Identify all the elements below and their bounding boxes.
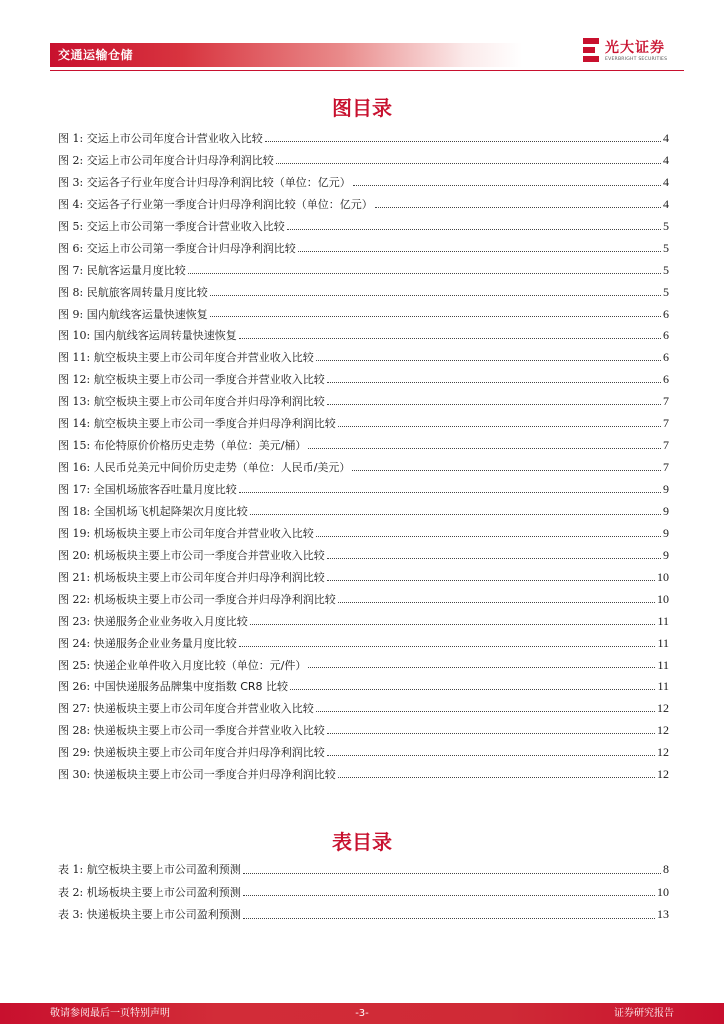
toc-entry-page: 10 (657, 591, 669, 606)
toc-dot-leader (239, 646, 656, 647)
toc-entry-number: 图 27: (58, 702, 91, 716)
toc-entry-number: 图 16: (58, 461, 91, 475)
toc-entry-label (58, 286, 208, 300)
toc-entry-page: 11 (657, 635, 669, 650)
toc-entry-page: 7 (663, 416, 669, 431)
toc-entry-page: 9 (663, 547, 669, 562)
toc-entry-number: 图 18: (58, 504, 91, 518)
toc-entry-title: 全国机场旅客吞吐量月度比较 (93, 483, 237, 496)
figure-index-entry[interactable] (58, 350, 669, 372)
toc-entry-number: 图 14: (58, 417, 91, 431)
figure-index-entry[interactable] (58, 416, 669, 438)
toc-entry-label (58, 132, 263, 146)
toc-entry-label (58, 351, 314, 365)
toc-entry-page: 6 (663, 328, 669, 343)
toc-dot-leader (327, 755, 655, 756)
toc-dot-leader (298, 251, 661, 252)
toc-entry-number: 图 29: (58, 746, 91, 760)
toc-entry-label (58, 483, 237, 497)
toc-entry-label (58, 615, 248, 629)
toc-entry-page: 9 (663, 482, 669, 496)
toc-entry-page: 4 (663, 196, 669, 211)
toc-entry-page: 9 (663, 525, 669, 540)
report-type-label: 证券研究报告 (614, 1008, 674, 1019)
toc-entry-title: 快递板块主要上市公司年度合并归母净利润比较 (93, 746, 325, 760)
toc-entry-number: 图 21: (58, 570, 91, 584)
figure-index-entry[interactable] (58, 526, 669, 548)
toc-dot-leader (265, 141, 661, 142)
figure-index-list (58, 131, 669, 789)
toc-entry-number: 图 19: (58, 526, 91, 540)
toc-entry-page: 5 (663, 262, 669, 277)
toc-entry-number: 图 3: (58, 175, 84, 189)
toc-entry-page: 10 (657, 884, 669, 899)
toc-entry-number: 图 4: (58, 197, 84, 211)
toc-dot-leader (375, 207, 661, 208)
toc-entry-label (58, 176, 351, 190)
figure-index-entry[interactable] (58, 570, 669, 592)
figure-index-entry[interactable] (58, 614, 669, 636)
table-index-list (58, 862, 669, 930)
toc-dot-leader (338, 777, 655, 778)
figure-index-entry[interactable] (58, 219, 669, 241)
table-index-title: 表目录 (332, 830, 392, 854)
toc-entry-label (58, 637, 237, 651)
figure-index-entry[interactable] (58, 658, 669, 680)
toc-entry-label (58, 154, 274, 168)
toc-dot-leader (250, 624, 656, 625)
toc-entry-label (58, 908, 241, 922)
brand-name-en: EVERBRIGHT SECURITIES (605, 57, 668, 62)
toc-entry-number: 表 3: (58, 908, 84, 921)
toc-entry-label (58, 593, 336, 607)
toc-entry-page: 6 (663, 350, 669, 365)
figure-index-entry[interactable] (58, 767, 669, 789)
toc-entry-label (58, 461, 350, 475)
toc-entry-title: 民航旅客周转量月度比较 (86, 285, 208, 299)
figure-index-entry[interactable] (58, 372, 669, 394)
table-index-entry[interactable] (58, 862, 669, 885)
toc-entry-number: 图 28: (58, 724, 91, 738)
figure-index-entry[interactable] (58, 241, 669, 263)
toc-entry-page: 11 (657, 679, 669, 694)
figure-index-entry[interactable] (58, 679, 669, 701)
toc-entry-number: 图 8: (58, 285, 84, 299)
toc-entry-page: 7 (663, 394, 669, 409)
toc-dot-leader (352, 470, 661, 471)
table-index-entry[interactable] (58, 885, 669, 908)
toc-entry-page: 13 (657, 907, 669, 921)
toc-entry-number: 表 1: (58, 863, 84, 876)
toc-entry-label (58, 439, 306, 453)
toc-dot-leader (239, 338, 661, 339)
toc-entry-title: 交运各子行业年度合计归母净利润比较（单位：亿元） (86, 175, 351, 189)
toc-dot-leader (276, 163, 661, 164)
toc-dot-leader (327, 382, 661, 383)
toc-entry-title: 全国机场飞机起降架次月度比较 (93, 504, 248, 518)
toc-entry-label (58, 395, 325, 409)
toc-entry-title: 快递板块主要上市公司一季度合并营业收入比较 (93, 724, 325, 738)
figure-index-entry[interactable] (58, 328, 669, 350)
toc-entry-title: 机场板块主要上市公司年度合并归母净利润比较 (93, 570, 325, 584)
figure-index-entry[interactable] (58, 460, 669, 482)
figure-index-entry[interactable] (58, 592, 669, 614)
toc-entry-page: 4 (663, 174, 669, 189)
toc-entry-title: 交运上市公司第一季度合计营业收入比较 (86, 219, 285, 233)
page-number: -3- (355, 1008, 369, 1019)
toc-entry-page: 8 (663, 862, 669, 876)
toc-dot-leader (210, 295, 661, 296)
toc-dot-leader (353, 185, 661, 186)
figure-index-entry[interactable] (58, 394, 669, 416)
toc-entry-title: 航空板块主要上市公司盈利预测 (86, 863, 241, 876)
toc-entry-label (58, 702, 314, 716)
toc-dot-leader (290, 689, 655, 690)
toc-entry-label (58, 863, 241, 877)
toc-entry-page: 11 (657, 613, 669, 628)
footer-disclaimer-link[interactable]: 敬请参阅最后一页特别声明 (50, 1008, 170, 1019)
header-section-label: 交通运输仓储 (58, 48, 134, 62)
toc-entry-number: 图 22: (58, 592, 91, 606)
toc-entry-title: 机场板块主要上市公司一季度合并营业收入比较 (93, 548, 325, 562)
toc-dot-leader (308, 667, 655, 668)
toc-entry-title: 机场板块主要上市公司年度合并营业收入比较 (93, 526, 314, 540)
toc-entry-label (58, 264, 186, 278)
toc-entry-number: 图 23: (58, 614, 91, 628)
toc-dot-leader (338, 426, 661, 427)
toc-entry-page: 12 (657, 767, 669, 782)
toc-entry-title: 机场板块主要上市公司盈利预测 (86, 885, 241, 899)
toc-entry-title: 快递板块主要上市公司盈利预测 (86, 908, 241, 921)
toc-entry-number: 图 6: (58, 241, 84, 255)
toc-entry-page: 10 (657, 569, 669, 584)
toc-entry-label (58, 198, 373, 212)
figure-index-entry[interactable] (58, 438, 669, 460)
header-divider (50, 70, 684, 71)
brand-name-cn: 光大证券 (605, 40, 665, 56)
toc-entry-label (58, 724, 325, 738)
toc-entry-label (58, 659, 306, 673)
figure-index-entry[interactable] (58, 723, 669, 745)
toc-entry-title: 航空板块主要上市公司一季度合并营业收入比较 (93, 373, 325, 387)
toc-dot-leader (327, 404, 661, 405)
toc-entry-page: 7 (663, 438, 669, 453)
toc-dot-leader (327, 733, 655, 734)
toc-entry-label (58, 571, 325, 585)
toc-entry-label (58, 746, 325, 760)
toc-entry-page: 4 (663, 131, 669, 145)
toc-dot-leader (316, 536, 661, 537)
toc-entry-number: 图 25: (58, 658, 91, 672)
toc-entry-label (58, 505, 248, 519)
figure-index-entry[interactable] (58, 482, 669, 504)
toc-entry-title: 机场板块主要上市公司一季度合并归母净利润比较 (93, 592, 336, 606)
toc-dot-leader (243, 895, 655, 896)
toc-entry-number: 图 2: (58, 153, 84, 167)
figure-index-title: 图目录 (332, 96, 392, 120)
toc-entry-page: 12 (657, 701, 669, 716)
figure-index-entry[interactable] (58, 131, 669, 153)
figure-index-entry[interactable] (58, 701, 669, 723)
toc-entry-title: 中国快递服务品牌集中度指数 CR8 比较 (93, 680, 289, 694)
toc-entry-number: 图 13: (58, 395, 91, 409)
toc-dot-leader (188, 273, 661, 274)
toc-entry-number: 图 10: (58, 329, 91, 343)
toc-entry-title: 航空板块主要上市公司年度合并归母净利润比较 (93, 395, 325, 409)
toc-entry-title: 布伦特原价价格历史走势（单位：美元/桶） (93, 439, 307, 453)
toc-entry-number: 图 5: (58, 219, 84, 233)
toc-entry-label (58, 308, 208, 322)
everbright-logo-icon (583, 38, 599, 63)
toc-dot-leader (243, 873, 661, 874)
toc-entry-page: 9 (663, 503, 669, 518)
toc-entry-title: 快递企业单件收入月度比较（单位：元/件） (93, 658, 307, 672)
figure-index-entry[interactable] (58, 263, 669, 285)
toc-entry-label (58, 680, 288, 694)
toc-entry-title: 快递服务企业业务量月度比较 (93, 636, 237, 650)
toc-entry-title: 国内航线客运量快速恢复 (86, 307, 208, 321)
toc-entry-page: 7 (663, 460, 669, 475)
figure-index-entry[interactable] (58, 548, 669, 570)
toc-dot-leader (338, 602, 655, 603)
toc-entry-number: 图 24: (58, 636, 91, 650)
toc-dot-leader (287, 229, 661, 230)
toc-entry-label (58, 886, 241, 900)
toc-entry-title: 交运各子行业第一季度合计归母净利润比较（单位：亿元） (86, 197, 373, 211)
toc-entry-page: 11 (657, 657, 669, 672)
toc-dot-leader (210, 316, 661, 317)
toc-dot-leader (250, 514, 661, 515)
toc-entry-page: 5 (663, 218, 669, 233)
toc-entry-number: 表 2: (58, 885, 84, 899)
toc-entry-title: 航空板块主要上市公司一季度合并归母净利润比较 (93, 417, 336, 431)
toc-entry-label (58, 220, 285, 234)
figure-index-entry[interactable] (58, 307, 669, 329)
toc-entry-page: 12 (657, 723, 669, 738)
figure-index-entry[interactable] (58, 175, 669, 197)
figure-index-entry[interactable] (58, 745, 669, 767)
toc-entry-number: 图 7: (58, 263, 84, 277)
toc-entry-title: 国内航线客运周转量快速恢复 (93, 329, 237, 343)
toc-entry-label (58, 329, 237, 343)
table-index-entry[interactable] (58, 907, 669, 930)
toc-dot-leader (239, 492, 661, 493)
toc-entry-label (58, 417, 336, 431)
toc-dot-leader (327, 558, 661, 559)
figure-index-entry[interactable] (58, 636, 669, 658)
toc-entry-number: 图 1: (58, 132, 84, 145)
toc-entry-title: 快递板块主要上市公司一季度合并归母净利润比较 (93, 768, 336, 782)
toc-entry-label (58, 768, 336, 782)
toc-entry-title: 交运上市公司年度合计归母净利润比较 (86, 153, 274, 167)
figure-index-entry[interactable] (58, 153, 669, 175)
toc-entry-title: 航空板块主要上市公司年度合并营业收入比较 (93, 351, 314, 365)
figure-index-entry[interactable] (58, 285, 669, 307)
toc-entry-number: 图 9: (58, 307, 84, 321)
toc-entry-number: 图 11: (58, 351, 91, 365)
toc-entry-number: 图 15: (58, 439, 91, 453)
toc-entry-page: 6 (663, 372, 669, 387)
toc-dot-leader (316, 711, 655, 712)
toc-dot-leader (243, 918, 655, 919)
toc-entry-page: 5 (663, 284, 669, 299)
toc-entry-page: 4 (663, 152, 669, 167)
toc-entry-number: 图 12: (58, 373, 91, 387)
toc-entry-number: 图 20: (58, 548, 91, 562)
brand-logo (583, 38, 683, 66)
toc-entry-number: 图 30: (58, 768, 91, 782)
toc-entry-number: 图 26: (58, 680, 91, 694)
toc-entry-label (58, 242, 296, 256)
toc-entry-label (58, 527, 314, 541)
toc-entry-title: 快递板块主要上市公司年度合并营业收入比较 (93, 702, 314, 716)
toc-entry-title: 交运上市公司第一季度合计归母净利润比较 (86, 241, 296, 255)
toc-entry-label (58, 373, 325, 387)
toc-entry-number: 图 17: (58, 483, 91, 496)
toc-dot-leader (308, 448, 661, 449)
toc-entry-title: 快递服务企业业务收入月度比较 (93, 614, 248, 628)
toc-dot-leader (327, 580, 655, 581)
toc-dot-leader (316, 360, 661, 361)
toc-entry-title: 民航客运量月度比较 (86, 263, 186, 277)
figure-index-entry[interactable] (58, 197, 669, 219)
toc-entry-title: 交运上市公司年度合计营业收入比较 (86, 132, 263, 145)
toc-entry-label (58, 549, 325, 563)
figure-index-entry[interactable] (58, 504, 669, 526)
toc-entry-page: 5 (663, 240, 669, 255)
toc-entry-page: 12 (657, 745, 669, 760)
toc-entry-page: 6 (663, 306, 669, 321)
toc-entry-title: 人民币兑美元中间价历史走势（单位：人民币/美元） (93, 461, 351, 475)
